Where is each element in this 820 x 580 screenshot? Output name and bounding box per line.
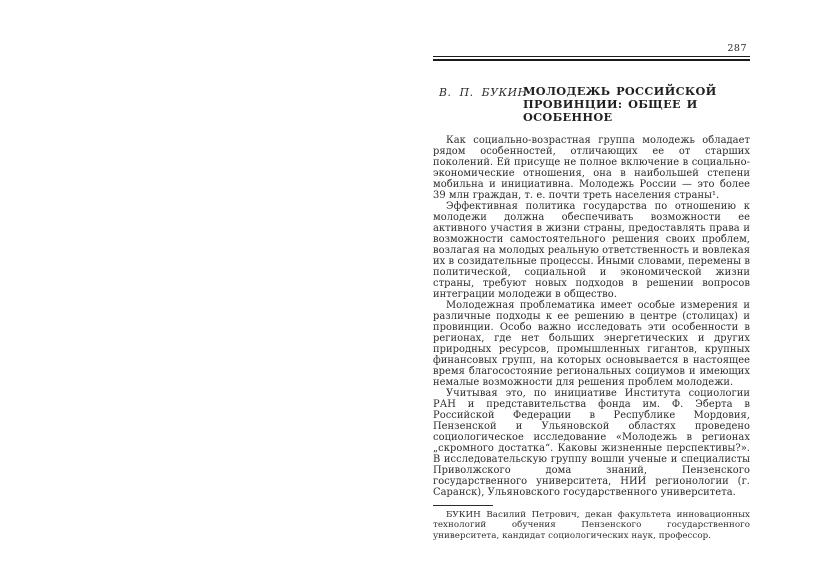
paragraph-3: Молодежная проблематика имеет особые измерения и различные подходы к ее решению в центре (столицах) и провинции. Особо важно исследовать эти особенности в регионах, где нет больших энергетических и других природных ресурсов, промышленных гигантов, крупных финансовых групп, на которых основывается в настоящее время благосостояние региональных социумов и имеющих немалые возможности для решения проблем молодежи. (433, 299, 750, 388)
article-title (523, 85, 750, 124)
article-body (433, 135, 750, 498)
text-column (433, 43, 750, 542)
title-line-2: ПРОВИНЦИИ: ОБЩЕЕ И ОСОБЕННОЕ (523, 96, 698, 124)
title-line-1: МОЛОДЕЖЬ РОССИЙСКОЙ (523, 83, 717, 98)
paragraph-1: Как социально-возрастная группа молодежь обладает рядом особенностей, отличающих ее от старших поколений. Ей присуще не полное включение в социально-экономические отношения, она в наибольшей степени мобильна и инициативна. Молодежь России — это более 39 млн граждан, т. е. почти треть населения страны¹. (433, 134, 750, 201)
byline (433, 85, 750, 124)
author-name: В. П. БУКИН (439, 85, 528, 99)
page-number: 287 (727, 43, 747, 54)
footnote-text: БУКИН Василий Петрович, декан факультета инновационных технологий обучения Пензенского государственного университета, кандидат социологических наук, профессор. (433, 509, 750, 542)
paragraph-4: Учитывая это, по инициативе Института социологии РАН и представительства фонда им. Ф. Эберта в Российской Федерации в Республике Мордовия, Пензенской и Ульяновской областях проведено социологическое исследование «Молодежь в регионах „скромного достатка“. Каковы жизненные перспективы?». В исследовательскую группу вошли ученые и специалисты Приволжского дома знаний, Пензенского государственного университета, НИИ регионологии (г. Саранск), Ульяновского государственного университета. (433, 387, 750, 498)
paragraph-2: Эффективная политика государства по отношению к молодежи должна обеспечивать возможности ее активного участия в жизни страны, предоставлять права и возможности самостоятельного решения своих проблем, возлагая на молодых реальную ответственность и вовлекая их в созидательные процессы. Иными словами, перемены в политической, социальной и экономической жизни страны, требуют новых подходов в решении вопросов интеграции молодежи в общество. (433, 200, 750, 300)
footnote-rule (433, 505, 493, 506)
header-rule (433, 56, 750, 61)
